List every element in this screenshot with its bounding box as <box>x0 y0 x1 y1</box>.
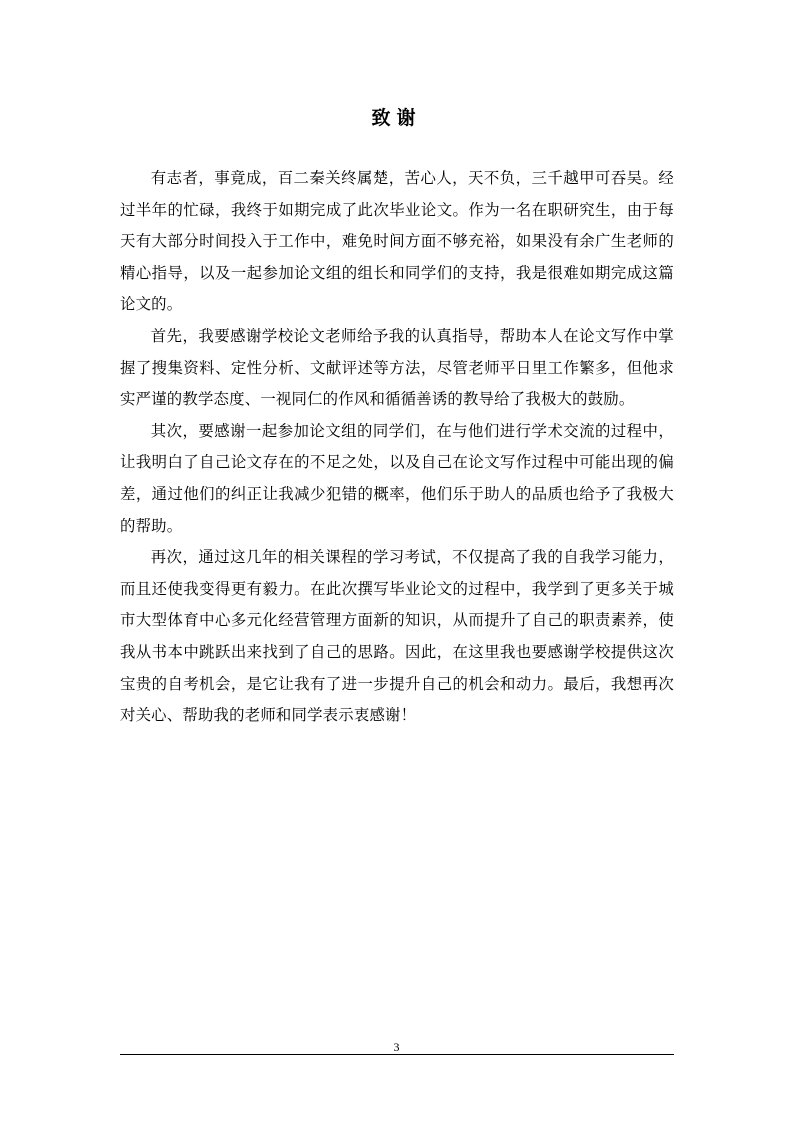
page-number: 3 <box>393 1040 400 1054</box>
paragraph-second: 其次，要感谢一起参加论文组的同学们，在与他们进行学术交流的过程中，让我明白了自己论文存在的不足之处，以及自己在论文写作过程中可能出现的偏差，通过他们的纠正让我减少犯错的概率，他们乐于助人的品质也给予了我极大的帮助。 <box>120 421 674 535</box>
page-title: 致谢 <box>371 107 422 129</box>
paragraph-intro: 有志者，事竟成，百二秦关终属楚，苦心人，天不负，三千越甲可吞吴。经过半年的忙碌，我终于如期完成了此次毕业论文。作为一名在职研究生，由于每天有大部分时间投入于工作中，难免时间方面不够充裕，如果没有余广生老师的精心指导，以及一起参加论文组的组长和同学们的支持，我是很难如期完成这篇论文的。 <box>120 169 674 314</box>
acknowledgement-body <box>120 163 674 732</box>
footer-divider <box>120 1054 674 1055</box>
paragraph-first: 首先，我要感谢学校论文老师给予我的认真指导，帮助本人在论文写作中掌握了搜集资料、定性分析、文献评述等方法，尽管老师平日里工作繁多，但他求实严谨的教学态度、一视同仁的作风和循循善诱的教导给了我极大的鼓励。 <box>120 326 674 409</box>
paragraph-third: 再次，通过这几年的相关课程的学习考试，不仅提高了我的自我学习能力，而且还使我变得更有毅力。在此次撰写毕业论文的过程中，我学到了更多关于城市大型体育中心多元化经营管理方面新的知识，从而提升了自己的职责素养，使我从书本中跳跃出来找到了自己的思路。因此，在这里我也要感谢学校提供这次宝贵的自考机会，是它让我有了进一步提升自己的机会和动力。最后，我想再次对关心、帮助我的老师和同学表示衷感谢！ <box>120 548 674 725</box>
